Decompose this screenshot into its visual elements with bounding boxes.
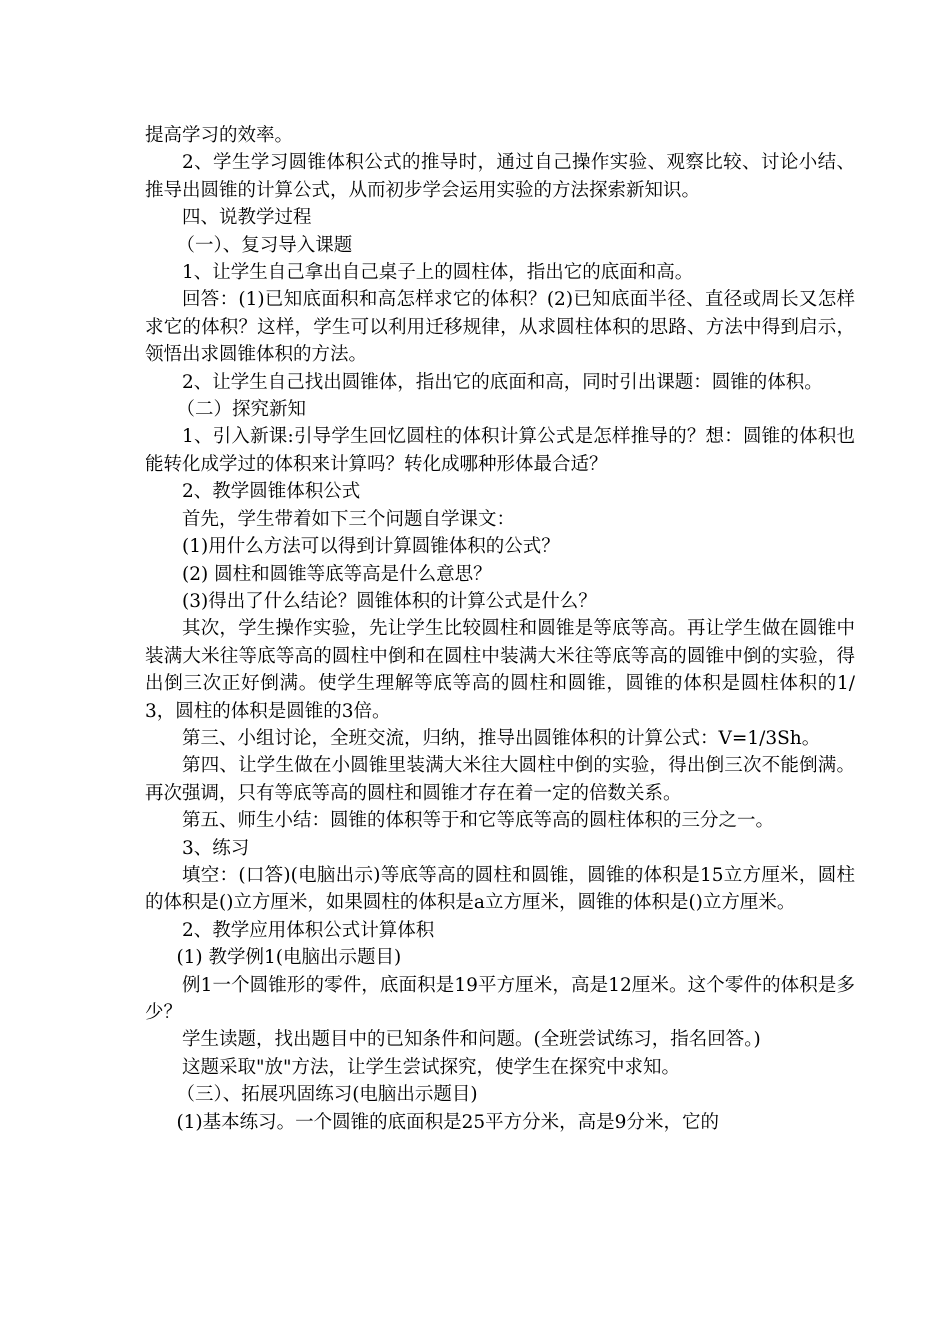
paragraph: (1)基本练习。一个圆锥的底面积是25平方分米，高是9分米，它的 bbox=[176, 1111, 719, 1133]
paragraph: 2、让学生自己找出圆锥体，指出它的底面和高，同时引出课题：圆锥的体积。 bbox=[182, 371, 823, 393]
subsection-heading: （一）、复习导入课题 bbox=[176, 234, 353, 256]
section-heading: 四、说教学过程 bbox=[182, 207, 312, 229]
paragraph: 学生读题，找出题目中的已知条件和问题。(全班尝试练习，指名回答。) bbox=[182, 1029, 761, 1051]
paragraph: 提高学习的效率。 bbox=[145, 125, 294, 146]
paragraph: 第四、让学生做在小圆锥里装满大米往大圆柱中倒的实验，得出倒三次不能倒满。再次强调，只有等底等高的圆柱和圆锥才存在着一定的倍数关系。 bbox=[145, 755, 855, 804]
subsection-heading: （三）、拓展巩固练习(电脑出示题目) bbox=[176, 1084, 478, 1106]
paragraph: 第三、小组讨论，全班交流，归纳，推导出圆锥体积的计算公式：V=1/3Sh。 bbox=[182, 727, 821, 749]
subsection-heading: (1) 教学例1(电脑出示题目) bbox=[176, 947, 402, 969]
paragraph: 回答：(1)已知底面积和高怎样求它的体积？(2)已知底面半径、直径或周长又怎样求它的体积？这样，学生可以利用迁移规律，从求圆柱体积的思路、方法中得到启示，领悟出求圆锥体积的方法。 bbox=[145, 289, 855, 366]
document-page bbox=[145, 122, 855, 1136]
paragraph: 1、引入新课:引导学生回忆圆柱的体积计算公式是怎样推导的？想：圆锥的体积也能转化成学过的体积来计算吗？转化成哪种形体最合适？ bbox=[145, 426, 855, 475]
paragraph: 其次，学生操作实验，先让学生比较圆柱和圆锥是等底等高。再让学生做在圆锥中装满大米往等底等高的圆柱中倒和在圆柱中装满大米往等底等高的圆锥中倒的实验，得出倒三次正好倒满。使学生理解等底等高的圆柱和圆锥，圆锥的体积是圆柱体积的1/3，圆柱的体积是圆锥的3倍。 bbox=[145, 618, 855, 722]
paragraph: 1、让学生自己拿出自己桌子上的圆柱体，指出它的底面和高。 bbox=[182, 262, 694, 284]
paragraph: 首先，学生带着如下三个问题自学课文： bbox=[182, 508, 516, 530]
paragraph: 例1一个圆锥形的零件，底面积是19平方厘米，高是12厘米。这个零件的体积是多少？ bbox=[145, 974, 855, 1023]
paragraph: 3、练习 bbox=[182, 837, 250, 859]
paragraph: 第五、师生小结：圆锥的体积等于和它等底等高的圆柱体积的三分之一。 bbox=[182, 810, 775, 832]
paragraph: 2、学生学习圆锥体积公式的推导时，通过自己操作实验、观察比较、讨论小结、推导出圆锥的计算公式，从而初步学会运用实验的方法探索新知识。 bbox=[145, 152, 855, 201]
paragraph: 填空：(口答)(电脑出示)等底等高的圆柱和圆锥，圆锥的体积是15立方厘米，圆柱的体积是()立方厘米，如果圆柱的体积是a立方厘米，圆锥的体积是()立方厘米。 bbox=[145, 864, 855, 914]
list-item: (1)用什么方法可以得到计算圆锥体积的公式？ bbox=[182, 536, 560, 558]
paragraph: 2、教学圆锥体积公式 bbox=[182, 481, 361, 503]
subsection-heading: （二）探究新知 bbox=[176, 399, 306, 421]
paragraph: 2、教学应用体积公式计算体积 bbox=[182, 919, 435, 941]
list-item: (3)得出了什么结论？圆锥体积的计算公式是什么？ bbox=[182, 590, 597, 612]
list-item: (2) 圆柱和圆锥等底等高是什么意思？ bbox=[182, 563, 492, 585]
paragraph: 这题采取"放"方法，让学生尝试探究，使学生在探究中求知。 bbox=[182, 1056, 681, 1078]
